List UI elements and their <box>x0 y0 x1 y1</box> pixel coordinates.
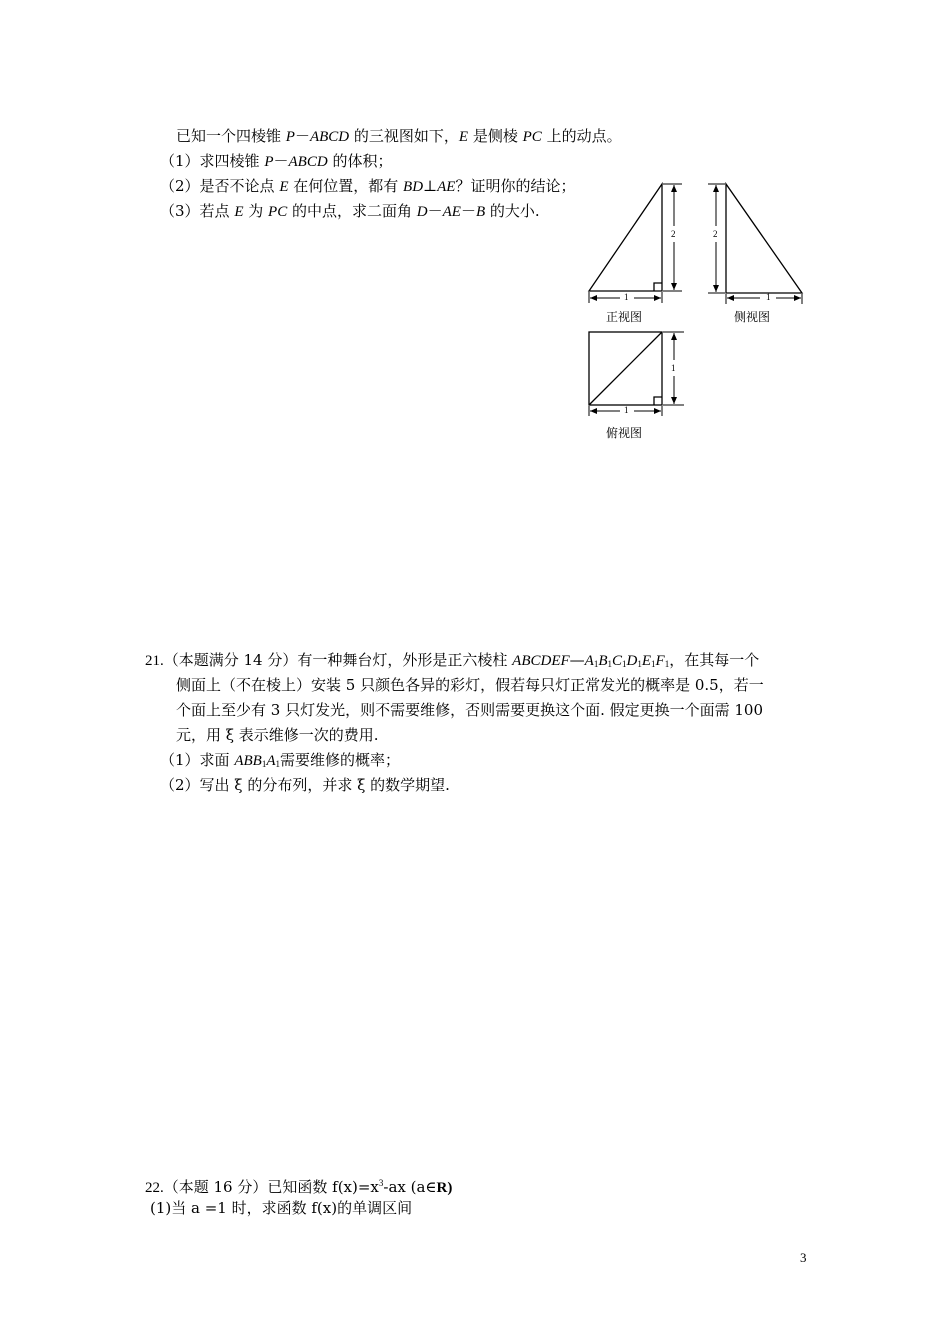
top-width-label: 1 <box>624 405 629 415</box>
q21-part1: （1）求面 $ABB_1A_1$需要维修的概率； <box>160 751 400 769</box>
q21-line3: 个面上至少有 3 只灯发光，则不需要维修，否则需要更换这个面. 假定更换一个面需 100 <box>176 701 764 719</box>
front-view-triangle <box>589 184 662 291</box>
q22-part1: (1)当 a =1 时，求函数 f(x)的单调区间 <box>150 1199 413 1217</box>
q20-part3: （3）若点 E 为 PC 的中点，求二面角 D－AE－B 的大小. <box>160 202 540 220</box>
q21-line2: 侧面上（不在棱上）安装 5 只颜色各异的彩灯，假若每只灯正常发光的概率是 0.5，若一 <box>176 676 764 694</box>
top-view-caption: 俯视图 <box>606 426 643 440</box>
side-width-label: 1 <box>766 292 771 302</box>
side-view-triangle <box>726 184 802 293</box>
front-width-label: 1 <box>624 292 629 302</box>
q20-part1: （1）求四棱锥 P－ABCD 的体积； <box>160 152 393 170</box>
side-view-caption: 侧视图 <box>734 310 771 324</box>
q20-part2: （2）是否不论点 E 在何位置，都有 BD⊥AE？证明你的结论； <box>160 177 576 195</box>
front-height-label: 2 <box>671 229 676 239</box>
top-height-label: 1 <box>671 363 676 373</box>
q21-line4: 元，用 ξ 表示维修一次的费用. <box>176 726 379 744</box>
side-height-label: 2 <box>713 229 718 239</box>
q21-part2: （2）写出 ξ 的分布列，并求 ξ 的数学期望. <box>160 776 450 794</box>
q21-line1: 21.（本题满分 14 分）有一种舞台灯，外形是正六棱柱 $ABCDEF—A_1B_1C_1D_1E_1F_1$，在其每一个 <box>145 651 760 669</box>
q22-line1: 22.（本题 16 分）已知函数 $f(x)=x^3-ax$ (a∈R) <box>145 1178 453 1196</box>
front-view-right-angle <box>654 283 662 291</box>
top-view-right-angle <box>654 397 662 405</box>
page-number: 3 <box>800 1250 807 1265</box>
top-view-diagonal <box>589 332 662 405</box>
front-view-caption: 正视图 <box>606 310 643 324</box>
q20-intro: 已知一个四棱锥 P－ABCD 的三视图如下，E 是侧棱 PC 上的动点。 <box>176 127 622 145</box>
